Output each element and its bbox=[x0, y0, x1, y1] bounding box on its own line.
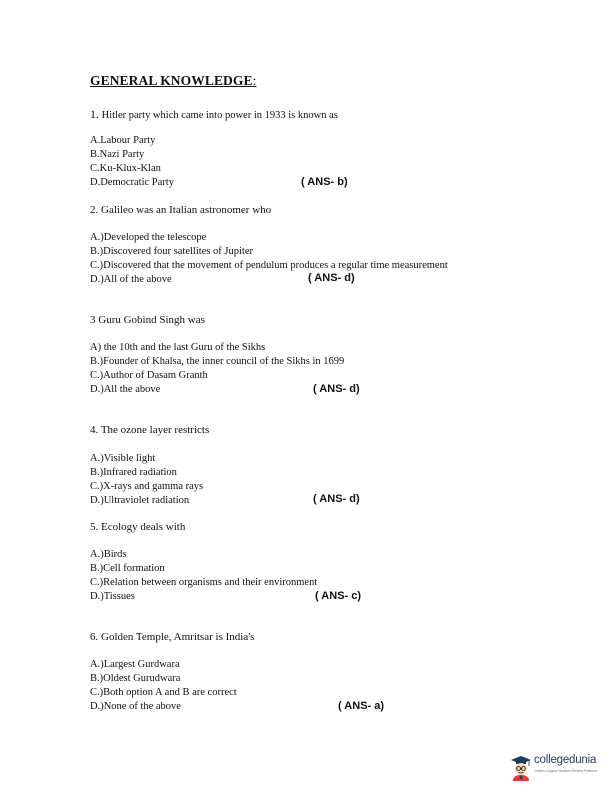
option-a: A.)Developed the telescope bbox=[90, 232, 207, 243]
answer-2: ( ANS- d) bbox=[308, 272, 355, 284]
option-a: A.)Birds bbox=[90, 549, 127, 560]
option-c: C.)Discovered that the movement of pendulum produces a regular time measurement bbox=[90, 260, 448, 271]
question-4-options bbox=[90, 452, 203, 508]
question-3 bbox=[90, 314, 205, 326]
option-c: C.)Both option A and B are correct bbox=[90, 687, 237, 698]
option-d: D.Democratic Party bbox=[90, 177, 174, 188]
question-number: 5. bbox=[90, 521, 99, 533]
question-text: Hitler party which came into power in 1933 is known as bbox=[101, 110, 338, 121]
option-b: B.)Discovered four satellites of Jupiter bbox=[90, 246, 253, 257]
logo-wordmark: collegedunia bbox=[534, 754, 597, 766]
heading-colon: : bbox=[252, 73, 257, 88]
option-b: B.Nazi Party bbox=[90, 149, 145, 160]
option-d: D.)Tissues bbox=[90, 591, 135, 602]
question-number: 3 bbox=[90, 314, 96, 326]
option-a: A) the 10th and the last Guru of the Sikhs bbox=[90, 342, 266, 353]
answer-3: ( ANS- d) bbox=[313, 383, 360, 395]
answer-5: ( ANS- c) bbox=[315, 590, 362, 602]
option-b: B.)Infrared radiation bbox=[90, 467, 177, 478]
option-b: B.)Founder of Khalsa, the inner council of the Sikhs in 1699 bbox=[90, 356, 345, 367]
heading-title: GENERAL KNOWLEDGE bbox=[90, 73, 253, 88]
question-6-options bbox=[90, 658, 237, 714]
option-b: B.)Cell formation bbox=[90, 563, 165, 574]
option-d: D.)All the above bbox=[90, 384, 161, 395]
question-number: 2. bbox=[90, 204, 99, 216]
question-text: Guru Gobind Singh was bbox=[98, 314, 205, 326]
option-d: D.)Ultraviolet radiation bbox=[90, 495, 190, 506]
question-number: 1. bbox=[90, 107, 99, 121]
option-a: A.)Visible light bbox=[90, 453, 156, 464]
answer-4: ( ANS- d) bbox=[313, 493, 360, 505]
question-5 bbox=[90, 521, 185, 533]
option-c: C.Ku-Klux-Klan bbox=[90, 163, 161, 174]
question-number: 6. bbox=[90, 631, 99, 643]
option-b: B.)Oldest Gurudwara bbox=[90, 673, 181, 684]
option-c: C.)X-rays and gamma rays bbox=[90, 481, 204, 492]
question-text: The ozone layer restricts bbox=[100, 424, 210, 436]
option-c: C.)Relation between organisms and their environment bbox=[90, 577, 318, 588]
question-text: Ecology deals with bbox=[101, 521, 186, 533]
question-5-options bbox=[90, 548, 317, 604]
question-number: 4. bbox=[90, 424, 99, 436]
option-d: D.)All of the above bbox=[90, 274, 172, 285]
logo-tagline: India's Largest Student Review Platform bbox=[535, 769, 598, 773]
answer-1: ( ANS- b) bbox=[301, 176, 348, 188]
question-1-options bbox=[90, 134, 174, 190]
question-2-options bbox=[90, 231, 448, 287]
option-d: D.)None of the above bbox=[90, 701, 181, 712]
question-text: Golden Temple, Amritsar is India's bbox=[101, 631, 255, 643]
question-2 bbox=[90, 204, 271, 216]
answer-6: ( ANS- a) bbox=[338, 700, 385, 712]
graduate-mascot-icon bbox=[510, 755, 532, 781]
option-a: A.)Largest Gurdwara bbox=[90, 659, 180, 670]
question-1 bbox=[90, 107, 338, 122]
option-a: A.Labour Party bbox=[90, 135, 156, 146]
question-4 bbox=[90, 424, 209, 436]
question-3-options bbox=[90, 341, 344, 397]
page-heading bbox=[90, 73, 256, 89]
question-text: Galileo was an Italian astronomer who bbox=[101, 204, 272, 216]
question-6 bbox=[90, 631, 254, 643]
collegedunia-logo bbox=[510, 753, 606, 785]
option-c: C.)Author of Dasam Granth bbox=[90, 370, 208, 381]
